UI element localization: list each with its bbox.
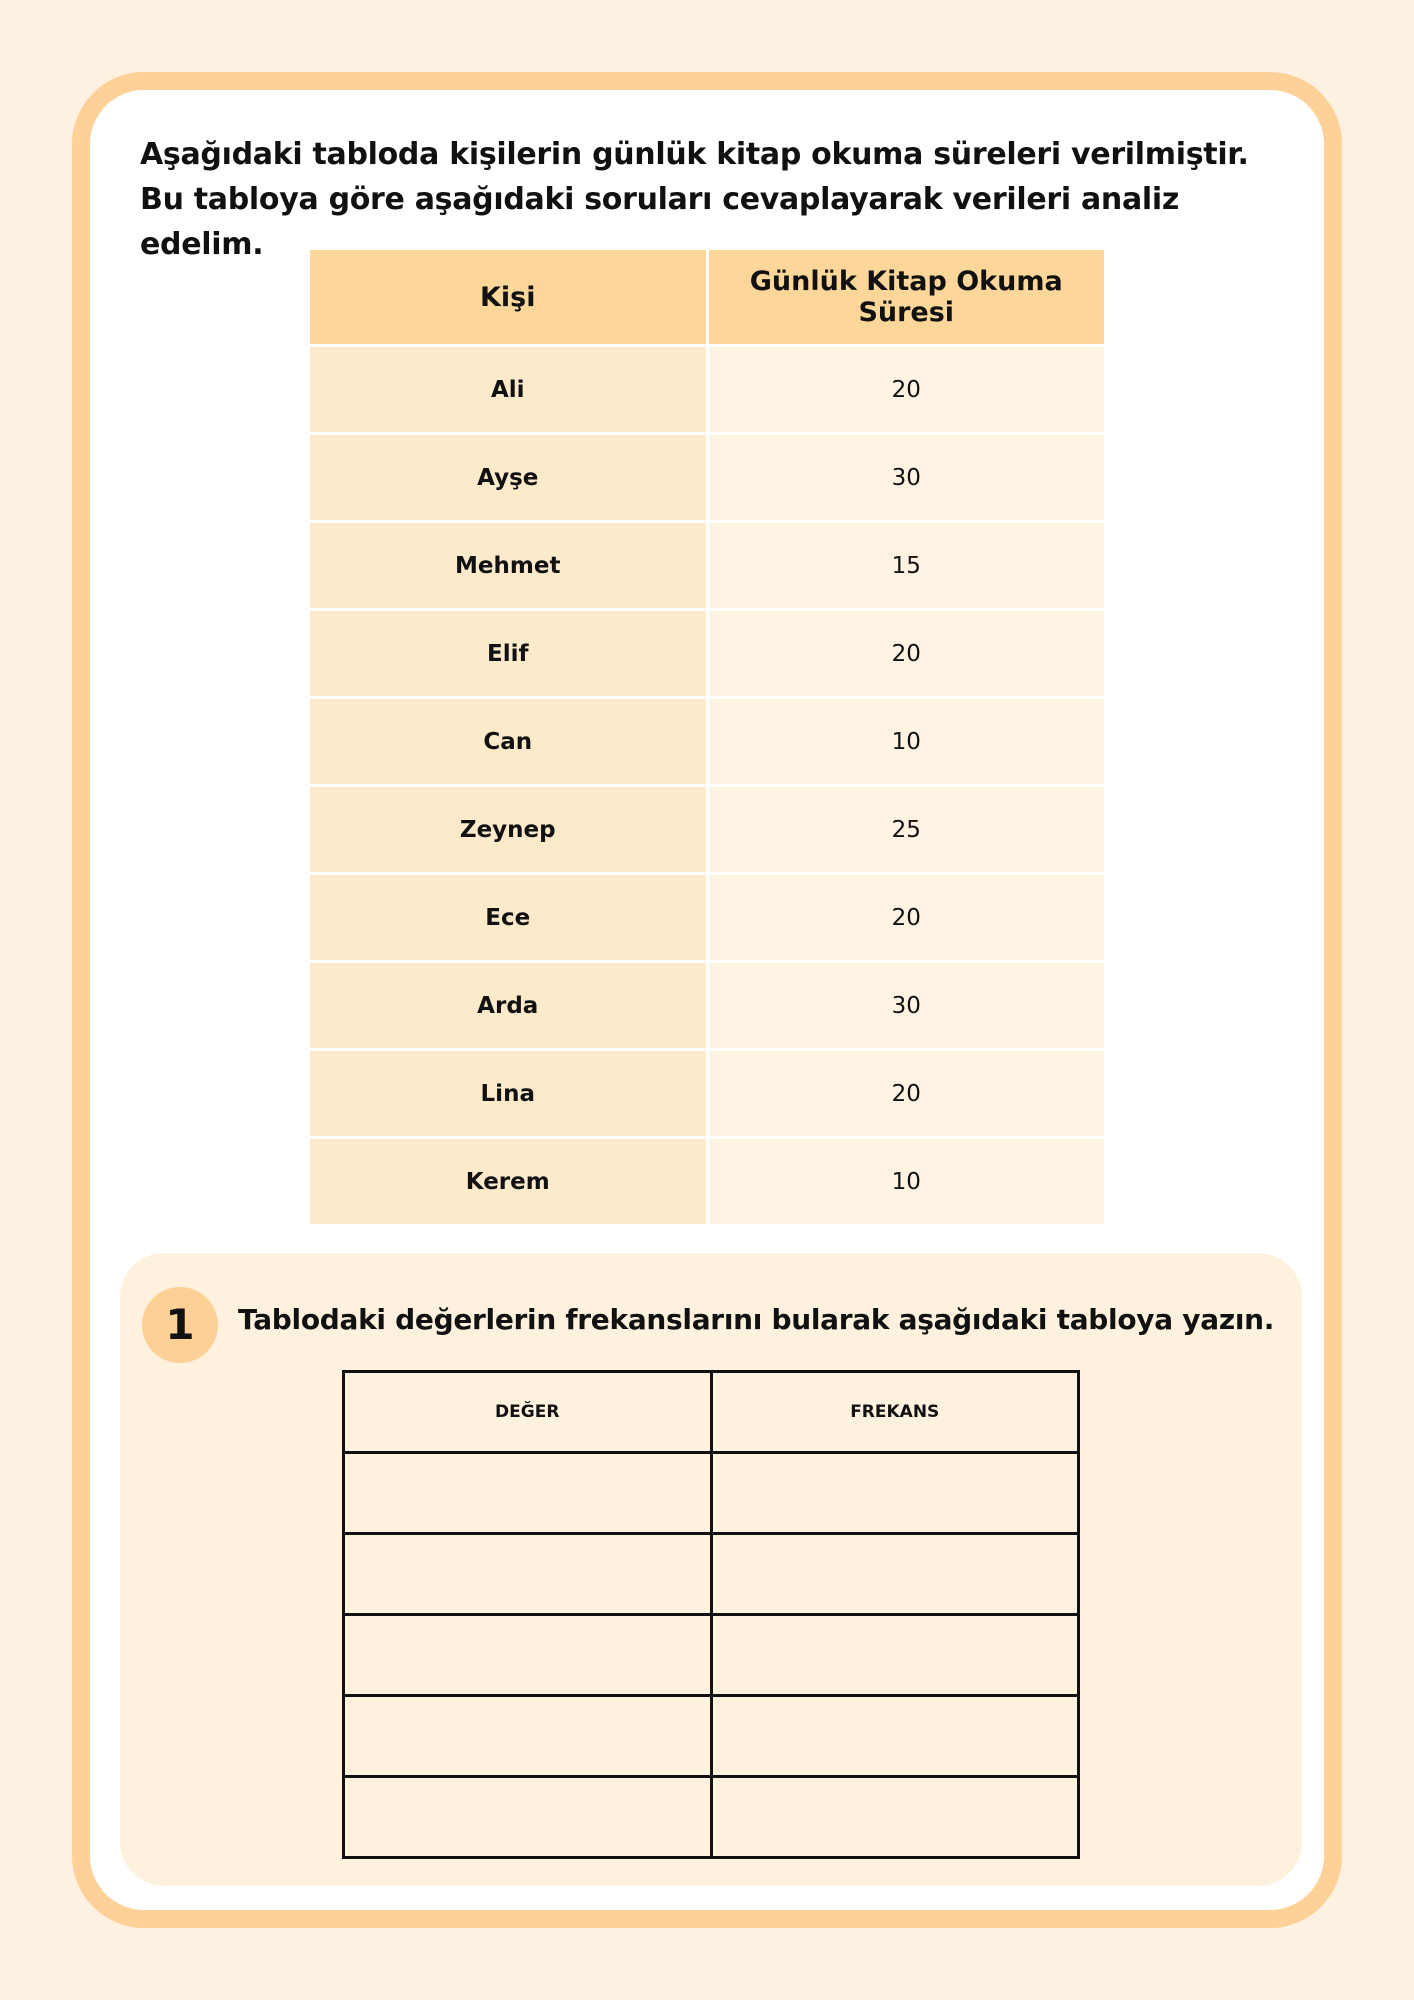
person-name: Lina [310,1051,706,1136]
person-name: Ali [310,347,706,432]
value-answer-cell[interactable] [344,1696,712,1777]
reading-time: 20 [709,875,1105,960]
value-answer-cell[interactable] [344,1453,712,1534]
frequency-answer-cell[interactable] [711,1453,1079,1534]
header-person: Kişi [310,250,706,344]
person-name: Ece [310,875,706,960]
intro-text: Aşağıdaki tabloda kişilerin günlük kitap okuma süreleri verilmiştir. Bu tabloya göre aşağıdaki soruları cevaplayarak verileri analiz edelim. [140,137,1249,262]
table-row [310,347,1104,432]
reading-time: 20 [709,347,1105,432]
person-name: Ayşe [310,435,706,520]
person-name: Mehmet [310,523,706,608]
value-answer-cell[interactable] [344,1534,712,1615]
table-row [310,963,1104,1048]
reading-time: 30 [709,963,1105,1048]
table-row [344,1534,1079,1615]
table-row [344,1696,1079,1777]
value-answer-cell[interactable] [344,1777,712,1858]
reading-time-table [307,247,1107,1227]
table-row [310,1051,1104,1136]
table-row [310,523,1104,608]
header-value: DEĞER [344,1372,712,1453]
table-row [310,699,1104,784]
question-text: Tablodaki değerlerin frekanslarını bularak aşağıdaki tabloya yazın. [238,1303,1275,1336]
reading-time: 25 [709,787,1105,872]
frequency-answer-cell[interactable] [711,1615,1079,1696]
question-1-box [120,1253,1302,1886]
reading-time: 10 [709,1139,1105,1224]
table-row [344,1453,1079,1534]
frequency-answer-cell[interactable] [711,1534,1079,1615]
person-name: Can [310,699,706,784]
table-header-row [310,250,1104,344]
frequency-answer-cell[interactable] [711,1777,1079,1858]
person-name: Arda [310,963,706,1048]
question-number-badge: 1 [142,1287,218,1363]
reading-time: 20 [709,1051,1105,1136]
table-row [344,1777,1079,1858]
reading-time: 15 [709,523,1105,608]
frequency-table [342,1370,1080,1859]
reading-time: 10 [709,699,1105,784]
table-row [310,1139,1104,1224]
person-name: Kerem [310,1139,706,1224]
person-name: Elif [310,611,706,696]
table-row [310,787,1104,872]
frequency-header-row [344,1372,1079,1453]
table-row [310,435,1104,520]
table-row [310,611,1104,696]
table-row [344,1615,1079,1696]
value-answer-cell[interactable] [344,1615,712,1696]
frequency-answer-cell[interactable] [711,1696,1079,1777]
reading-time: 20 [709,611,1105,696]
reading-time: 30 [709,435,1105,520]
table-row [310,875,1104,960]
person-name: Zeynep [310,787,706,872]
header-reading-time: Günlük Kitap Okuma Süresi [709,250,1105,344]
header-frequency: FREKANS [711,1372,1079,1453]
